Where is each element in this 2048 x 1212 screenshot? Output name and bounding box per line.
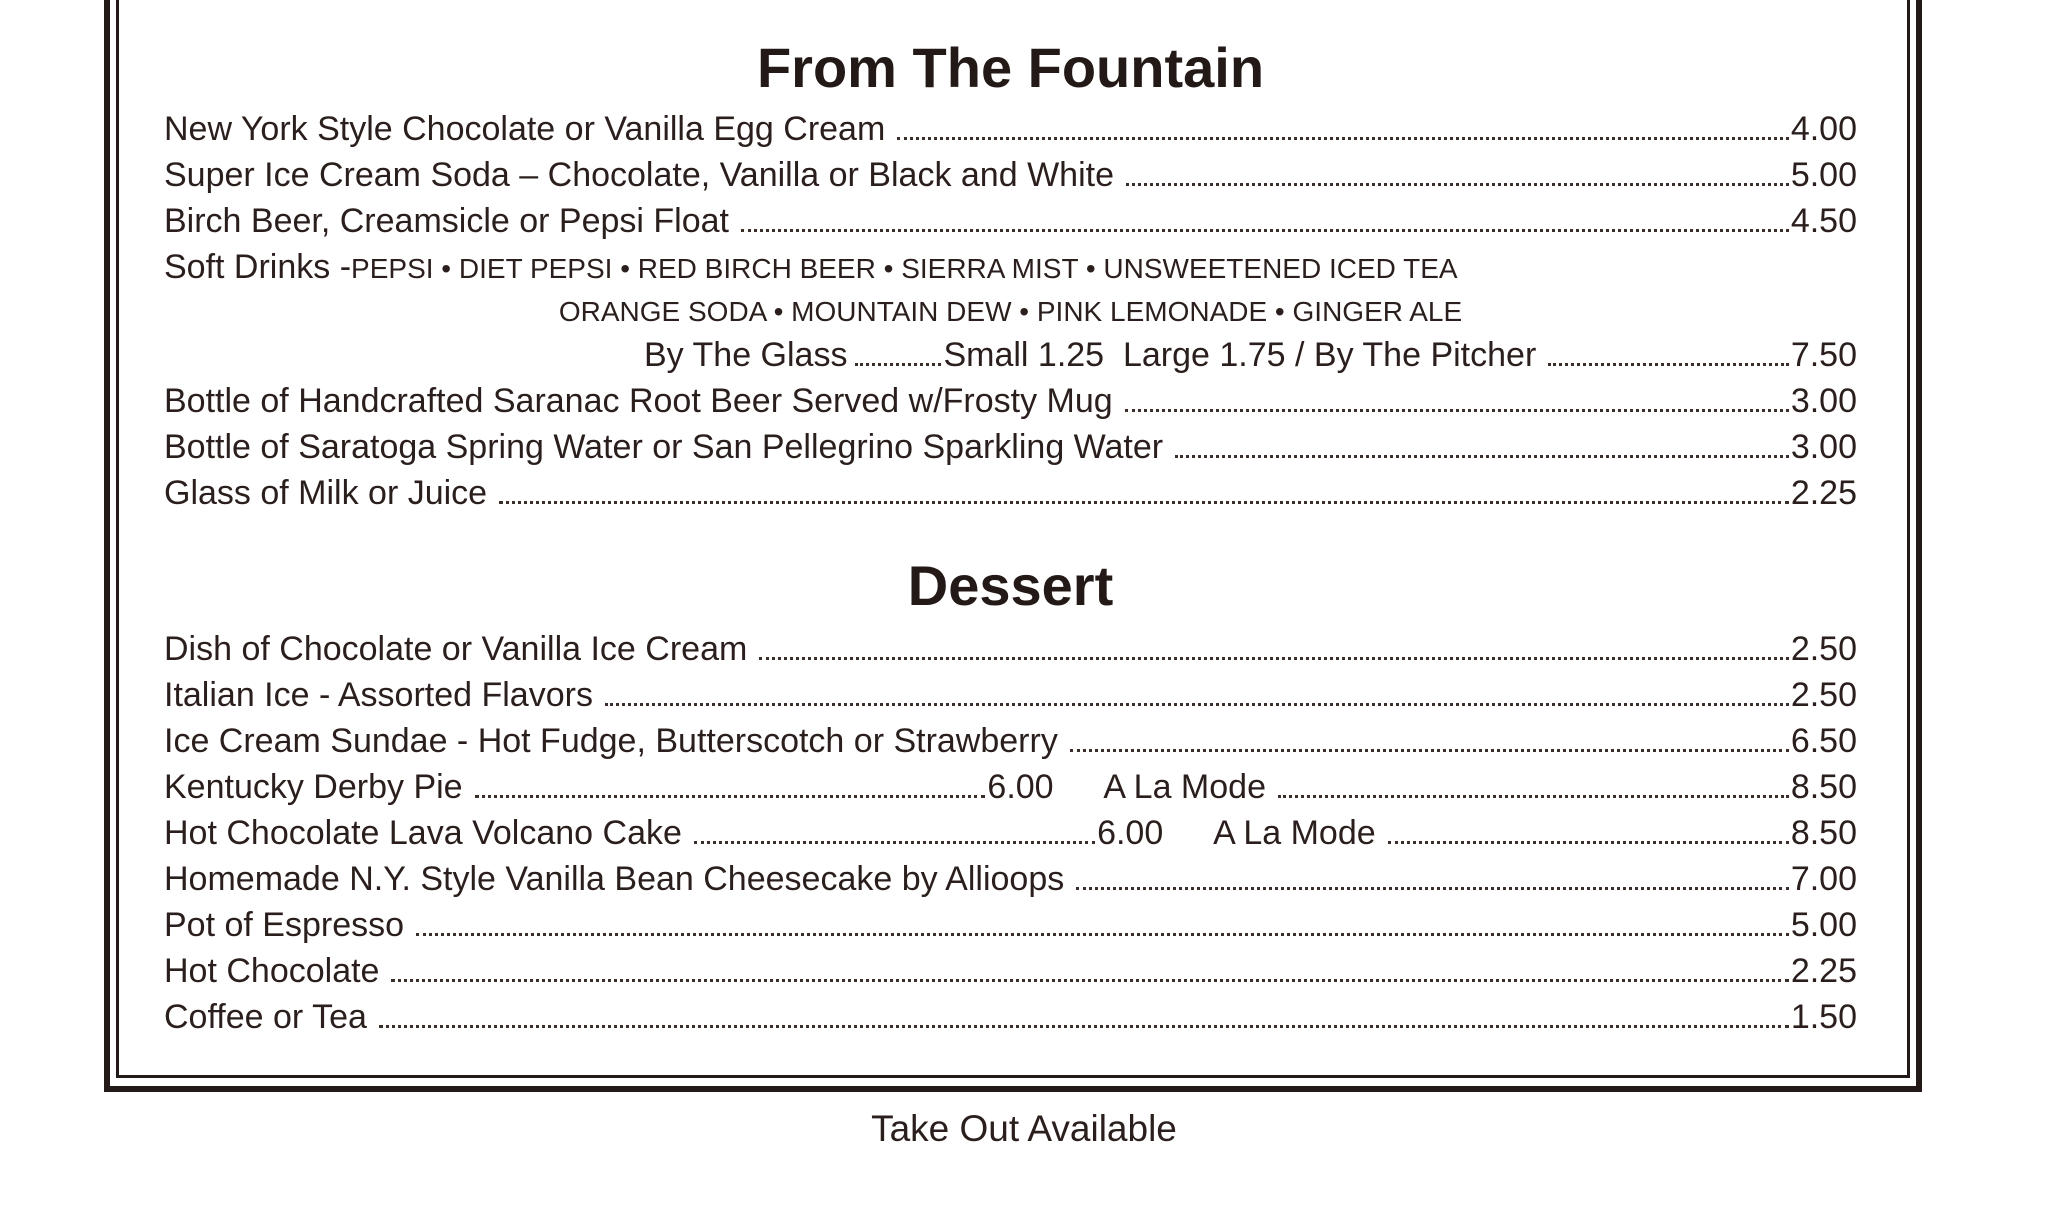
leader-dots xyxy=(1126,183,1789,186)
item-price: 2.25 xyxy=(1790,474,1857,512)
menu-item xyxy=(164,948,1857,994)
item-name: Pot of Espresso xyxy=(164,906,405,944)
item-name: Super Ice Cream Soda – Chocolate, Vanilla or Black and White xyxy=(164,156,1114,194)
menu-item xyxy=(164,470,1857,516)
soft-drinks-row xyxy=(164,244,1857,290)
item-name: Hot Chocolate xyxy=(164,952,380,990)
leader-dots xyxy=(1548,363,1789,366)
alamode-price: 8.50 xyxy=(1790,768,1857,806)
menu-item xyxy=(164,672,1857,718)
glass-label: By The Glass xyxy=(644,336,848,374)
menu-item-alamode xyxy=(164,810,1857,856)
item-name: Glass of Milk or Juice xyxy=(164,474,488,512)
leader-dots xyxy=(1175,455,1789,458)
leader-dots xyxy=(741,229,1789,232)
item-name: Coffee or Tea xyxy=(164,998,367,1036)
leader-dots xyxy=(379,1025,1789,1028)
menu-item xyxy=(164,378,1857,424)
item-price: 6.50 xyxy=(1790,722,1857,760)
soft-drinks-list: PEPSI • DIET PEPSI • RED BIRCH BEER • SIERRA MIST • UNSWEETENED ICED TEA xyxy=(351,253,1458,284)
leader-dots xyxy=(1278,795,1789,798)
alamode-price: 8.50 xyxy=(1790,814,1858,852)
menu-item xyxy=(164,902,1857,948)
menu-item xyxy=(164,718,1857,764)
item-name: Bottle of Handcrafted Saranac Root Beer Served w/Frosty Mug xyxy=(164,382,1113,420)
item-price: 2.25 xyxy=(1790,952,1857,990)
item-name: New York Style Chocolate or Vanilla Egg Cream xyxy=(164,110,886,148)
item-price: 5.00 xyxy=(1790,156,1857,194)
menu-item xyxy=(164,424,1857,470)
leader-dots xyxy=(855,363,941,366)
leader-dots xyxy=(1125,409,1789,412)
item-name: Hot Chocolate Lava Volcano Cake xyxy=(164,814,682,852)
soft-drinks-pricing xyxy=(644,332,1857,378)
leader-dots xyxy=(694,841,1095,844)
soft-drinks-label: Soft Drinks - xyxy=(164,248,352,286)
leader-dots xyxy=(1388,841,1789,844)
leader-dots xyxy=(605,703,1789,706)
item-price: 3.00 xyxy=(1790,382,1857,420)
leader-dots xyxy=(416,933,1789,936)
dessert-title: Dessert xyxy=(907,554,1114,617)
leader-dots xyxy=(475,795,986,798)
leader-dots xyxy=(759,657,1789,660)
item-name: Dish of Chocolate or Vanilla Ice Cream xyxy=(164,630,748,668)
item-price: 2.50 xyxy=(1790,630,1857,668)
leader-dots xyxy=(897,137,1789,140)
glass-prices: Small 1.25 Large 1.75 / By The Pitcher xyxy=(943,336,1537,374)
item-name: Birch Beer, Creamsicle or Pepsi Float xyxy=(164,202,729,240)
menu-item xyxy=(164,626,1857,672)
menu-item xyxy=(164,152,1857,198)
item-price: 5.00 xyxy=(1790,906,1857,944)
fountain-title: From The Fountain xyxy=(756,36,1265,99)
item-price: 1.50 xyxy=(1790,998,1857,1036)
soft-drinks-list-continued: ORANGE SODA • MOUNTAIN DEW • PINK LEMONADE • GINGER ALE xyxy=(558,296,1463,327)
leader-dots xyxy=(1070,749,1789,752)
leader-dots xyxy=(499,501,1789,504)
item-price: 2.50 xyxy=(1790,676,1857,714)
menu-item xyxy=(164,856,1857,902)
item-name: Italian Ice - Assorted Flavors xyxy=(164,676,593,714)
menu-item xyxy=(164,198,1857,244)
item-price: 4.00 xyxy=(1790,110,1857,148)
pitcher-price: 7.50 xyxy=(1790,336,1857,374)
item-name: Bottle of Saratoga Spring Water or San Pellegrino Sparkling Water xyxy=(164,428,1164,466)
item-price: 7.00 xyxy=(1790,860,1857,898)
item-name: Ice Cream Sundae - Hot Fudge, Butterscotch or Strawberry xyxy=(164,722,1058,760)
item-price: 3.00 xyxy=(1790,428,1857,466)
item-name: Homemade N.Y. Style Vanilla Bean Cheesecake by Allioops xyxy=(164,860,1065,898)
item-name: Kentucky Derby Pie xyxy=(164,768,463,806)
item-price: 6.00 xyxy=(1097,814,1164,852)
alamode-label: A La Mode xyxy=(1103,768,1266,806)
leader-dots xyxy=(391,979,1788,982)
menu-item xyxy=(164,994,1857,1040)
menu-item xyxy=(164,106,1857,152)
take-out-note: Take Out Available xyxy=(871,1108,1177,1149)
item-price: 6.00 xyxy=(987,768,1054,806)
item-price: 4.50 xyxy=(1790,202,1857,240)
leader-dots xyxy=(1076,887,1789,890)
menu-item-alamode xyxy=(164,764,1857,810)
alamode-label: A La Mode xyxy=(1213,814,1376,852)
